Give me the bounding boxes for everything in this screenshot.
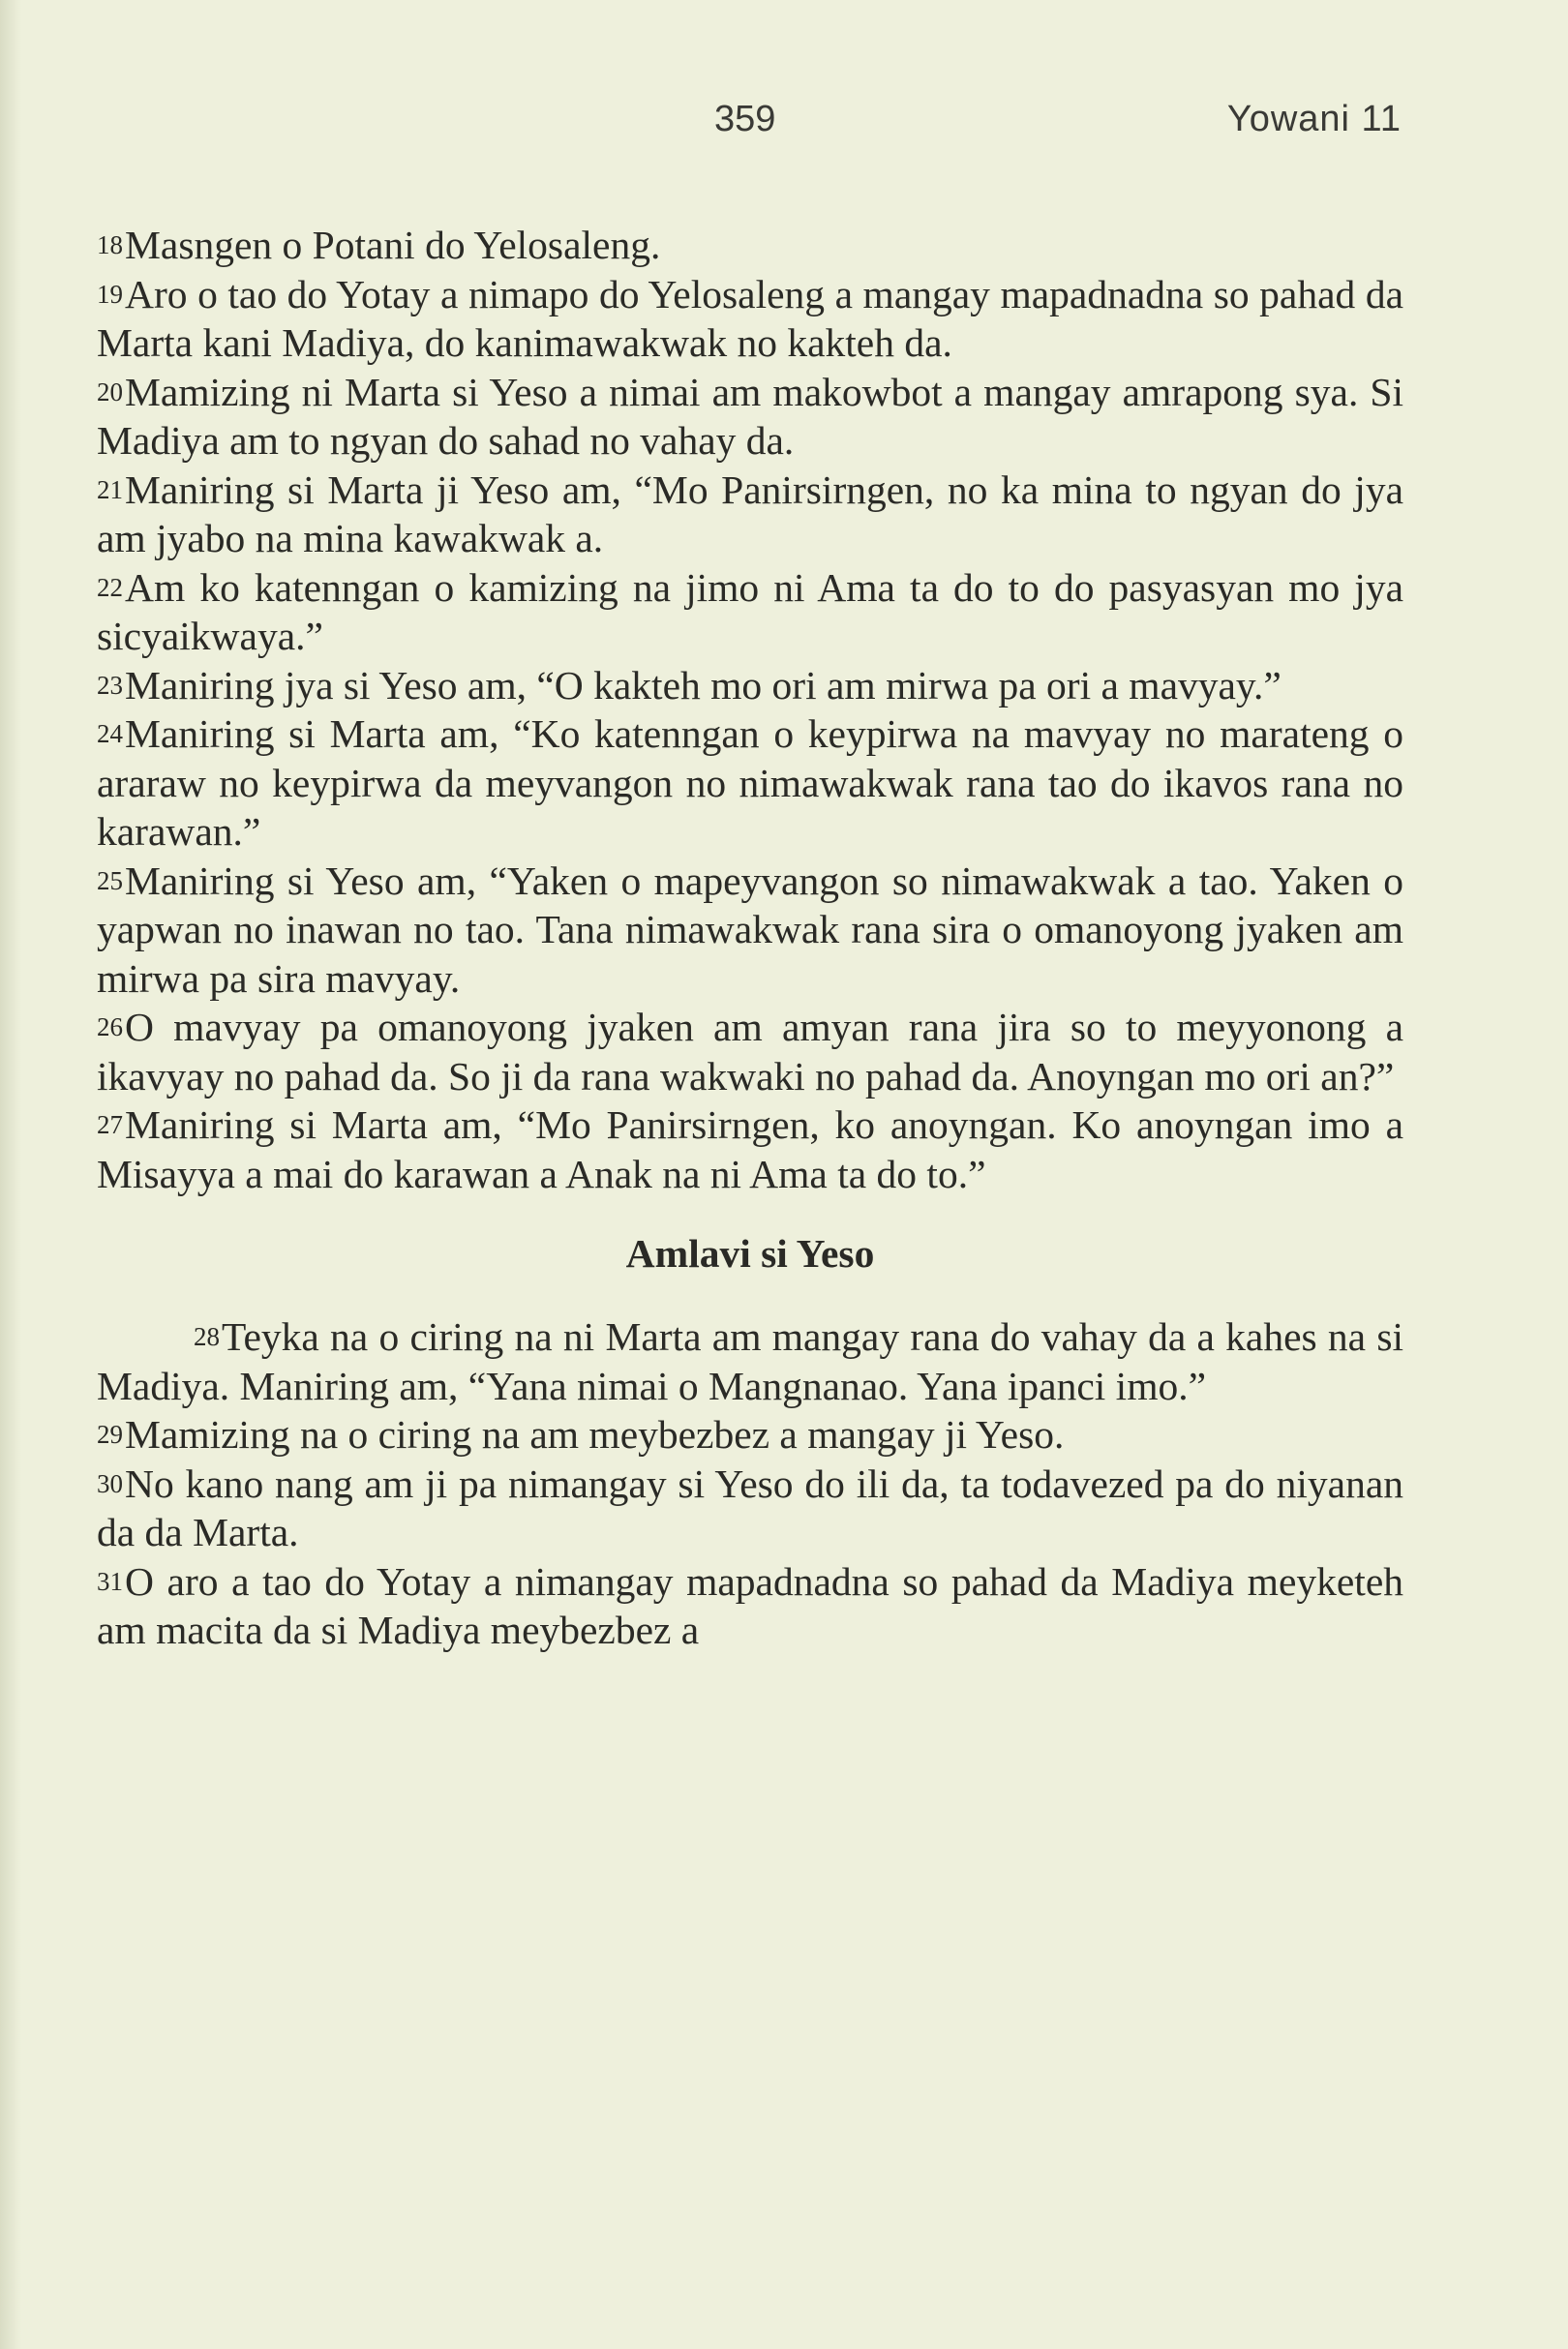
verses-before-heading <box>97 221 1403 1198</box>
verse-number: 25 <box>97 865 123 895</box>
verse <box>97 1312 1403 1410</box>
verse-text: Maniring si Marta am, “Ko katenngan o keypirwa na mavyay no marateng o araraw no keypirwa da meyvangon no nimawakwak rana tao do ikavos rana no karawan.” <box>97 711 1403 854</box>
verse-text: Maniring jya si Yeso am, “O kakteh mo ori am mirwa pa ori a mavyay.” <box>125 662 1282 708</box>
verse-text: Maniring si Marta am, “Mo Panirsirngen, ko anoyngan. Ko anoyngan imo a Misayya a mai do karawan a Anak na ni Ama ta do to.” <box>97 1102 1403 1196</box>
verse-number: 27 <box>97 1110 123 1139</box>
verse-text: O mavyay pa omanoyong jyaken am amyan rana jira so to meyyonong a ikavyay no pahad da. So ji da rana wakwaki no pahad da. Anoyngan mo ori an?” <box>97 1005 1403 1099</box>
verse <box>97 1460 1403 1557</box>
verse <box>97 1100 1403 1198</box>
verse-number: 31 <box>97 1566 123 1596</box>
section-heading: Amlavi si Yeso <box>625 1231 875 1276</box>
verse-text: Teyka na o ciring na ni Marta am mangay rana do vahay da a kahes na si Madiya. Maniring am, “Yana nimai o Mangnanao. Yana ipanci imo.” <box>97 1314 1403 1408</box>
page-number: 359 <box>714 99 776 139</box>
verse-text: Maniring si Yeso am, “Yaken o mapeyvangon so nimawakwak a tao. Yaken o yapwan no inawan no tao. Tana nimawakwak rana sira o omanoyong jyaken am mirwa pa sira mavyay. <box>97 858 1403 1001</box>
verse <box>97 1410 1403 1460</box>
verse-number: 18 <box>97 230 123 259</box>
verse <box>97 466 1403 563</box>
verses-after-heading <box>97 1312 1403 1655</box>
verse-number: 29 <box>97 1420 123 1449</box>
body-text <box>97 221 1403 1655</box>
page-header <box>0 99 1568 157</box>
verse <box>97 368 1403 466</box>
verse <box>97 221 1403 270</box>
verse <box>97 1003 1403 1100</box>
page-edge-shadow <box>0 0 21 2349</box>
verse-number: 22 <box>97 572 123 602</box>
verse-text: Mamizing ni Marta si Yeso a nimai am makowbot a mangay amrapong sya. Si Madiya am to ngyan do sahad no vahay da. <box>97 369 1403 463</box>
verse-text: No kano nang am ji pa nimangay si Yeso do ili da, ta todavezed pa do niyanan da da Marta. <box>97 1461 1403 1554</box>
verse-text: Mamizing na o ciring na am meybezbez a mangay ji Yeso. <box>125 1412 1065 1457</box>
verse-number: 28 <box>194 1322 220 1351</box>
verse-number: 20 <box>97 376 123 407</box>
verse-number: 19 <box>97 279 123 309</box>
running-head: Yowani 11 <box>1226 99 1402 139</box>
verse <box>97 857 1403 1004</box>
verse <box>97 1557 1403 1655</box>
verse-number: 23 <box>97 670 123 700</box>
verse-text: Masngen o Potani do Yelosaleng. <box>125 223 661 267</box>
verse-text: Aro o tao do Yotay a nimapo do Yelosaleng a mangay mapadnadna so pahad da Marta kani Madiya, do kanimawakwak no kakteh da. <box>97 271 1403 365</box>
verse-number: 24 <box>97 719 123 748</box>
verse-number: 21 <box>97 474 123 504</box>
verse <box>97 709 1403 857</box>
verse-number: 30 <box>97 1468 123 1498</box>
verse <box>97 270 1403 368</box>
verse <box>97 661 1403 710</box>
verse-text: O aro a tao do Yotay a nimangay mapadnadna so pahad da Madiya meyketeh am macita da si Madiya meybezbez a <box>97 1558 1403 1652</box>
verse <box>97 563 1403 661</box>
verse-number: 26 <box>97 1012 123 1041</box>
verse-text: Maniring si Marta ji Yeso am, “Mo Panirsirngen, no ka mina to ngyan do jya am jyabo na mina kawakwak a. <box>97 467 1403 560</box>
verse-text: Am ko katenngan o kamizing na jimo ni Ama ta do to do pasyasyan mo jya sicyaikwaya.” <box>97 564 1403 658</box>
